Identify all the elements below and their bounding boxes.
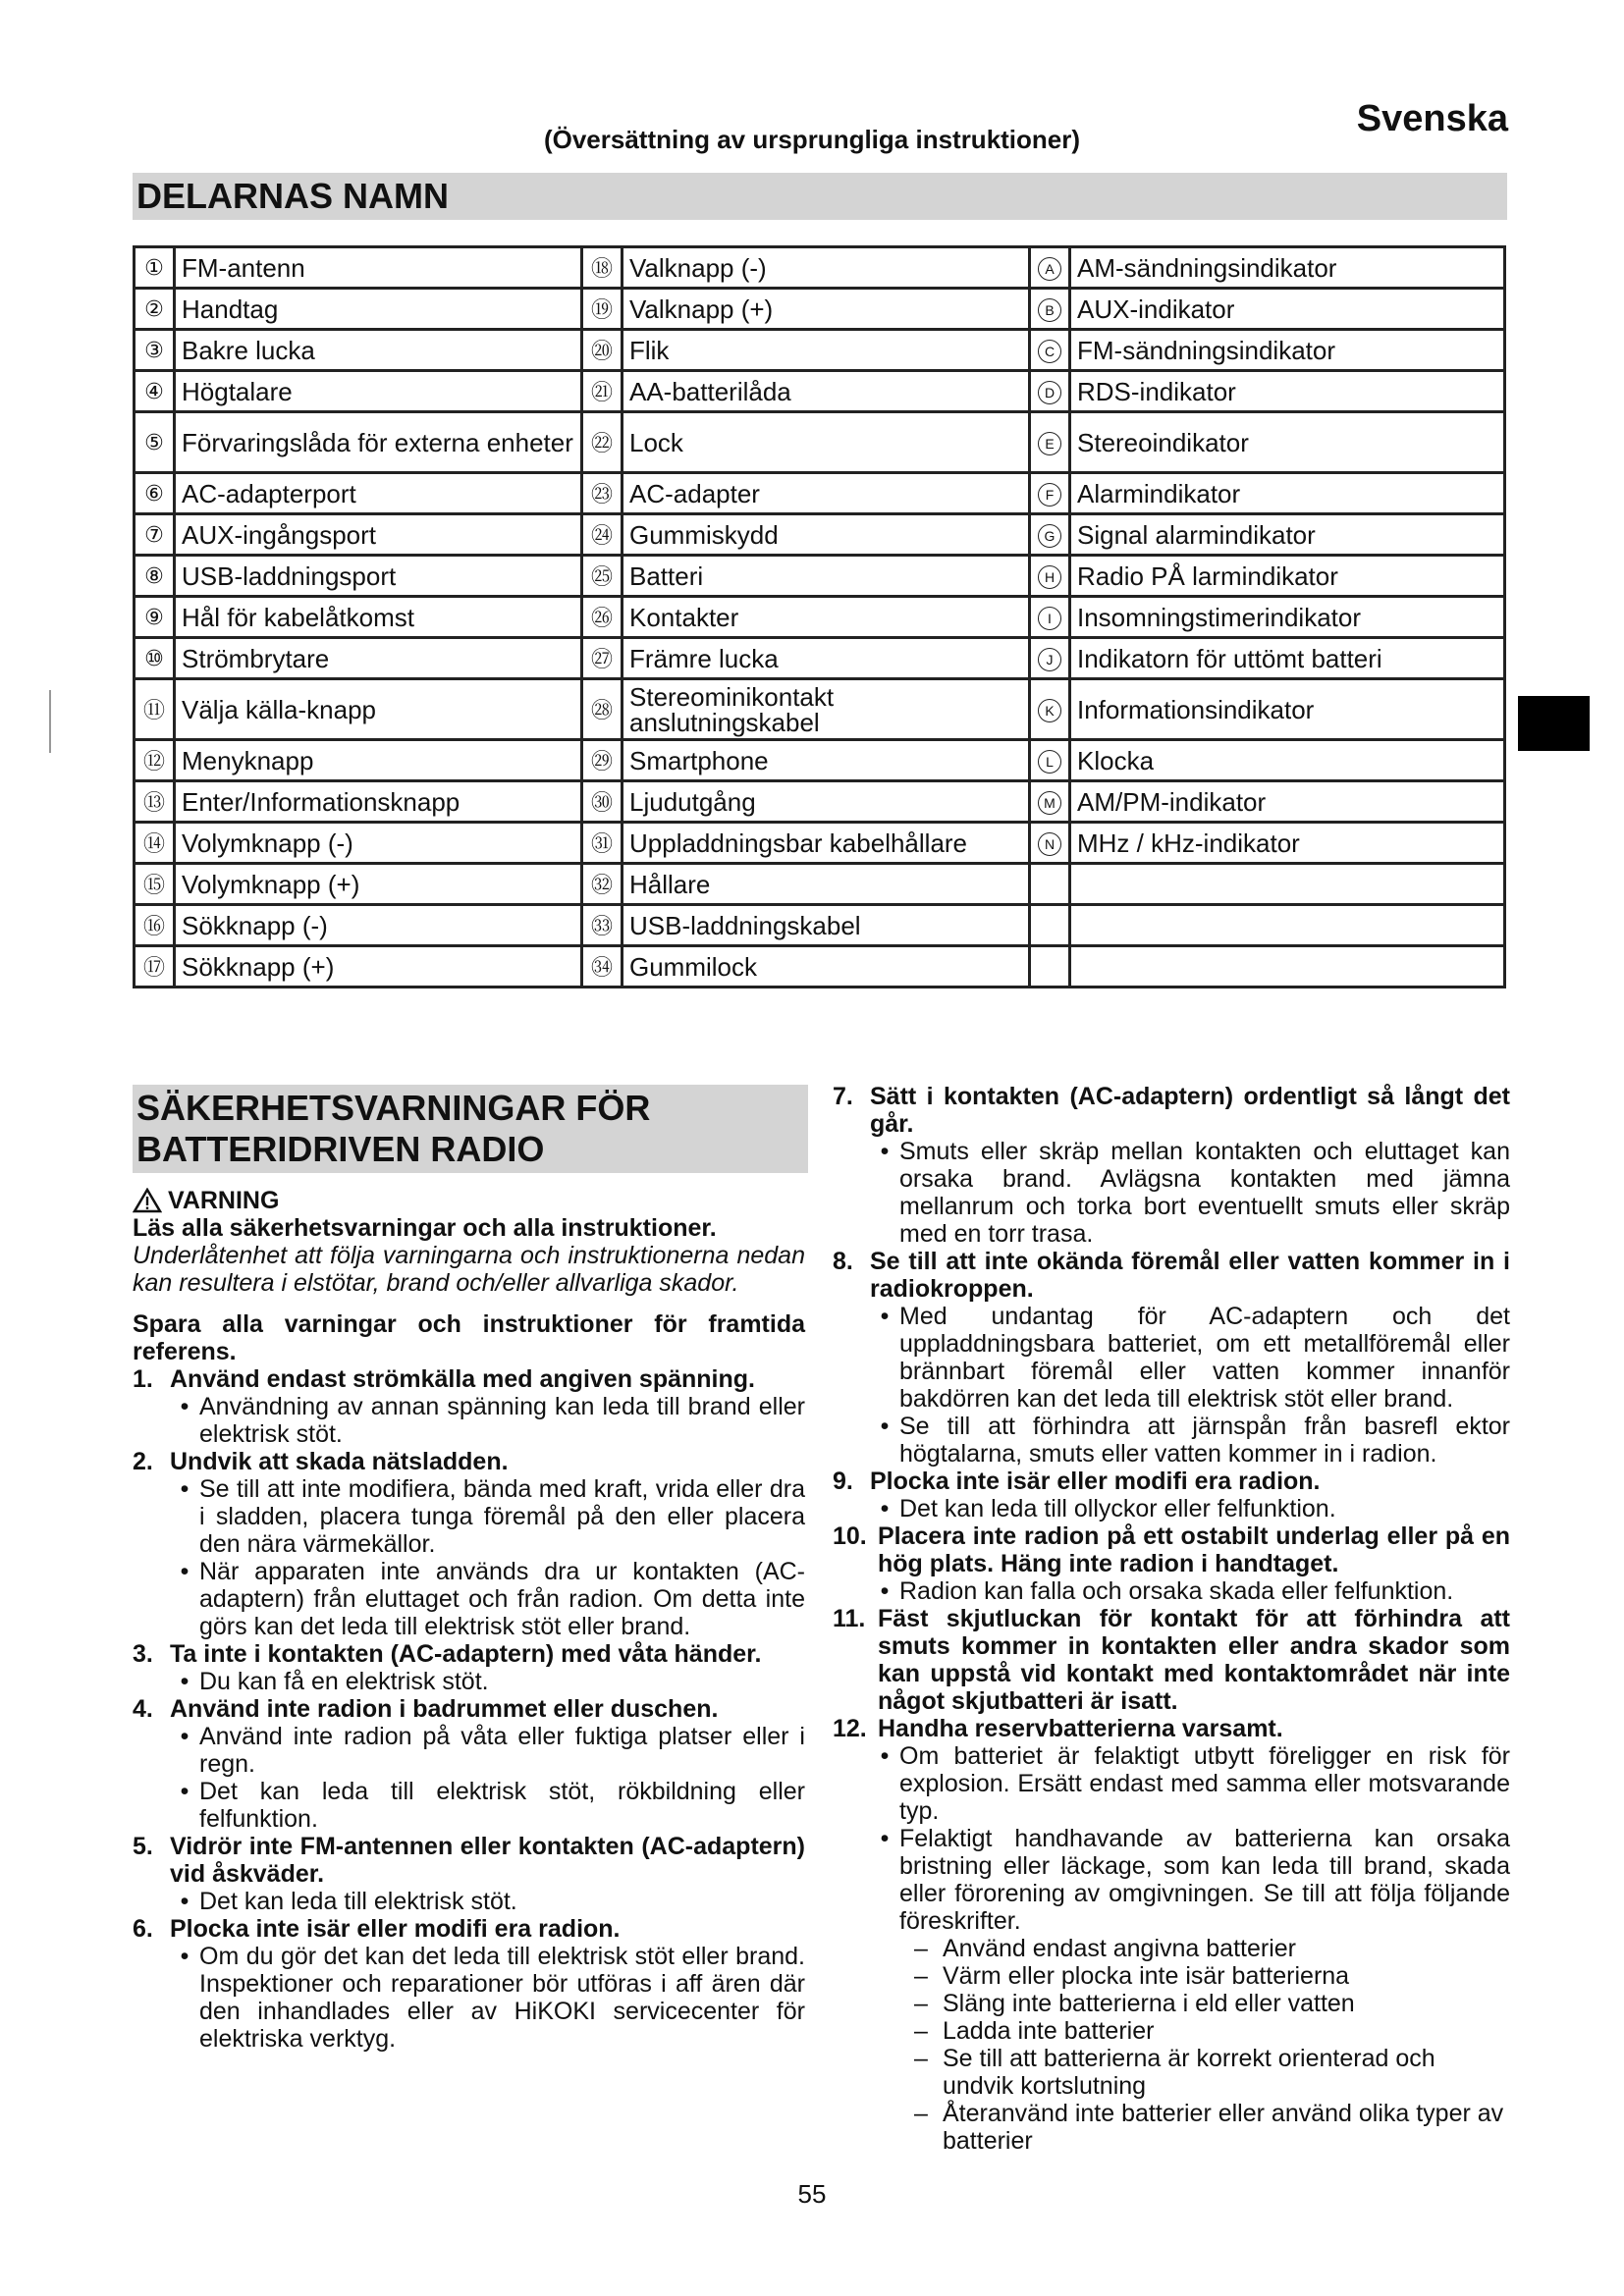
safety-bullet: • Det kan leda till elektrisk stöt, rökbildning eller felfunktion. (180, 1778, 805, 1833)
part-name: Smartphone (623, 740, 1030, 781)
part-name: Menyknapp (175, 740, 582, 781)
safety-item-title (833, 1522, 1510, 1577)
indicator-letter: E (1038, 432, 1061, 455)
part-name: Stereominikontakt anslutningskabel (623, 679, 1030, 740)
safety-item (833, 1522, 1510, 1605)
safety-item (833, 1468, 1510, 1522)
part-number: ⑤ (135, 412, 175, 473)
part-number: ㉘ (582, 679, 623, 740)
safety-item-title (133, 1448, 805, 1475)
part-name: Sökknapp (-) (175, 905, 582, 946)
safety-item-heading: Vidrör inte FM-antennen eller kontakten (AC-adaptern) vid åskväder. (170, 1833, 805, 1888)
part-name: USB-laddningsport (175, 556, 582, 597)
part-number: ㉒ (582, 412, 623, 473)
part-name: Välja källa-knapp (175, 679, 582, 740)
part-name: Högtalare (175, 371, 582, 412)
warning-label: VARNING (168, 1187, 280, 1214)
parts-table-row (135, 371, 1505, 412)
safety-item (833, 1605, 1510, 1715)
precaution-text: Värm eller plocka inte isär batterierna (943, 1962, 1350, 1990)
indicator-letter-cell (1030, 905, 1070, 946)
safety-item-number: 3. (133, 1640, 153, 1668)
indicator-letter: K (1038, 699, 1061, 722)
safety-item (833, 1715, 1510, 1935)
safety-title-line2: BATTERIDRIVEN RADIO (136, 1129, 545, 1169)
indicator-letter-cell (1030, 247, 1070, 289)
safety-item-heading: Se till att inte okända föremål eller vatten kommer in i radiokroppen. (870, 1248, 1510, 1303)
safety-bullet: • När apparaten inte används dra ur kontakten (AC-adaptern) från eluttaget och från radion. Om detta inte görs kan det leda till elektrisk stöt eller brand. (180, 1558, 805, 1640)
part-number: ⑳ (582, 330, 623, 371)
part-name: Sökknapp (+) (175, 946, 582, 988)
precaution-item: – Släng inte batterierna i eld eller vatten (833, 1990, 1510, 2017)
precaution-item: – Se till att batterierna är korrekt orienterad och undvik kortslutning (833, 2045, 1510, 2100)
part-name: Volymknapp (-) (175, 823, 582, 864)
part-name: Enter/Informationsknapp (175, 781, 582, 823)
part-number: ㉛ (582, 823, 623, 864)
indicator-name: Klocka (1070, 740, 1505, 781)
safety-item-title (833, 1083, 1510, 1138)
parts-table-row (135, 247, 1505, 289)
indicator-letter: M (1038, 791, 1061, 815)
safety-bullet-text: Radion kan falla och orsaka skada eller felfunktion. (899, 1577, 1454, 1605)
safety-bullet: • Användning av annan spänning kan leda till brand eller elektrisk stöt. (180, 1393, 805, 1448)
precaution-item: – Återanvänd inte batterier eller använd olika typer av batterier (833, 2100, 1510, 2155)
parts-table-row (135, 597, 1505, 638)
part-name: Uppladdningsbar kabelhållare (623, 823, 1030, 864)
safety-item-heading: Använd inte radion i badrummet eller duschen. (170, 1695, 719, 1723)
chapter-tab-marker (1518, 696, 1590, 751)
indicator-name: Signal alarmindikator (1070, 514, 1505, 556)
safety-item (133, 1365, 805, 1448)
safety-bullet-text: Det kan leda till elektrisk stöt, rökbildning eller felfunktion. (199, 1778, 805, 1833)
indicator-letter-cell (1030, 946, 1070, 988)
safety-bullet: • Om batteriet är felaktigt utbytt föreligger en risk för explosion. Ersätt endast med samma eller motsvarande typ. (880, 1742, 1510, 1825)
safety-item-number: 12. (833, 1715, 867, 1742)
safety-bullet-text: Se till att förhindra att järnspån från basrefl ektor högtalarna, smuts eller vatten kommer in i radion. (899, 1413, 1510, 1468)
margin-line (49, 690, 51, 753)
indicator-name: RDS-indikator (1070, 371, 1505, 412)
safety-item-title (833, 1605, 1510, 1715)
translation-subtitle: (Översättning av ursprungliga instruktioner) (543, 125, 1081, 154)
part-name: Ljudutgång (623, 781, 1030, 823)
safety-item-heading: Ta inte i kontakten (AC-adaptern) med våta händer. (170, 1640, 762, 1668)
part-number: ⑲ (582, 289, 623, 330)
part-number: ⑯ (135, 905, 175, 946)
indicator-name: Stereoindikator (1070, 412, 1505, 473)
safety-bullet: • Det kan leda till ollyckor eller felfunktion. (833, 1495, 1510, 1522)
parts-table-row (135, 679, 1505, 740)
parts-table-row (135, 412, 1505, 473)
indicator-letter-cell (1030, 371, 1070, 412)
indicator-letter-cell (1030, 289, 1070, 330)
part-name: Kontakter (623, 597, 1030, 638)
safety-item-number: 10. (833, 1522, 867, 1550)
parts-table (133, 245, 1506, 988)
warning-heading (133, 1187, 805, 1214)
part-name: Volymknapp (+) (175, 864, 582, 905)
part-name: Bakre lucka (175, 330, 582, 371)
parts-table-row (135, 330, 1505, 371)
parts-table-row (135, 864, 1505, 905)
safety-bullet-text: När apparaten inte används dra ur kontakten (AC-adaptern) från eluttaget och från radion. Om detta inte görs kan det leda till elektrisk stöt eller brand. (199, 1558, 805, 1640)
safety-item-number: 4. (133, 1695, 153, 1723)
parts-section-title: DELARNAS NAMN (133, 173, 1507, 220)
safety-bullet: • Se till att inte modifiera, bända med kraft, vrida eller dra i sladden, placera tunga föremål på den eller placera den nära värmekällor. (180, 1475, 805, 1558)
safety-item-number: 1. (133, 1365, 153, 1393)
precaution-text: Använd endast angivna batterier (943, 1935, 1296, 1962)
safety-item (833, 1083, 1510, 1248)
safety-item (833, 1248, 1510, 1468)
safety-items-right (833, 1083, 1510, 1935)
part-number: ⑦ (135, 514, 175, 556)
indicator-letter: A (1038, 257, 1061, 281)
part-number: ㉜ (582, 864, 623, 905)
indicator-name (1070, 864, 1505, 905)
part-name: Förvaringslåda för externa enheter (175, 412, 582, 473)
part-number: ㉞ (582, 946, 623, 988)
indicator-letter: J (1038, 648, 1061, 671)
part-name: Strömbrytare (175, 638, 582, 679)
part-number: ④ (135, 371, 175, 412)
part-name: Valknapp (-) (623, 247, 1030, 289)
safety-bullet: • Smuts eller skräp mellan kontakten och eluttaget kan orsaka brand. Avlägsna kontakten med jämna mellanrum och torka bort eventuellt smuts eller skräp med en torr trasa. (880, 1138, 1510, 1248)
safety-item (133, 1695, 805, 1833)
safety-items-left (133, 1365, 805, 2053)
safety-item-number: 9. (833, 1468, 853, 1495)
failure-warning-text: Underlåtenhet att följa varningarna och instruktionerna nedan kan resultera i elstötar, brand och/eller allvarliga skador. (133, 1242, 805, 1297)
precaution-item: – Ladda inte batterier (833, 2017, 1510, 2045)
safety-bullet: • Med undantag för AC-adaptern och det uppladdningsbara batteriet, om ett metallföremål eller brännbart föremål eller vatten kommer innanför bakdörren kan det leda till elektrisk stöt eller brand. (880, 1303, 1510, 1413)
part-name: Handtag (175, 289, 582, 330)
part-name: Hållare (623, 864, 1030, 905)
part-number: ⑪ (135, 679, 175, 740)
part-number: ⑨ (135, 597, 175, 638)
precaution-text: Återanvänd inte batterier eller använd olika typer av batterier (943, 2100, 1504, 2155)
indicator-name: MHz / kHz-indikator (1070, 823, 1505, 864)
parts-table-row (135, 781, 1505, 823)
indicator-name: FM-sändningsindikator (1070, 330, 1505, 371)
language-heading: Svenska (1356, 98, 1508, 139)
part-name: AC-adapter (623, 473, 1030, 514)
indicator-letter: L (1038, 750, 1061, 774)
part-number: ⑰ (135, 946, 175, 988)
safety-section-title (133, 1085, 808, 1173)
parts-table-row (135, 946, 1505, 988)
safety-item-title (833, 1468, 1510, 1495)
parts-table-row (135, 638, 1505, 679)
indicator-letter: G (1038, 524, 1061, 548)
indicator-name: Radio PÅ larmindikator (1070, 556, 1505, 597)
parts-table-row (135, 823, 1505, 864)
indicator-name (1070, 946, 1505, 988)
safety-bullet-text: Om batteriet är felaktigt utbytt föreligger en risk för explosion. Ersätt endast med samma eller motsvarande typ. (899, 1742, 1510, 1825)
indicator-letter-cell (1030, 864, 1070, 905)
indicator-letter-cell (1030, 514, 1070, 556)
part-number: ㉝ (582, 905, 623, 946)
safety-item-heading: Undvik att skada nätsladden. (170, 1448, 509, 1475)
part-name: AA-batterilåda (623, 371, 1030, 412)
precaution-text: Släng inte batterierna i eld eller vatten (943, 1990, 1355, 2017)
safety-item-number: 5. (133, 1833, 153, 1860)
safety-item (133, 1915, 805, 2053)
part-number: ㉚ (582, 781, 623, 823)
indicator-letter: D (1038, 381, 1061, 404)
safety-item-title (833, 1715, 1510, 1742)
safety-left-column (133, 1085, 805, 2053)
parts-table-row (135, 473, 1505, 514)
safety-item-number: 11. (833, 1605, 866, 1632)
part-number: ㉕ (582, 556, 623, 597)
indicator-name: AM/PM-indikator (1070, 781, 1505, 823)
part-name: USB-laddningskabel (623, 905, 1030, 946)
safety-bullet: • Se till att förhindra att järnspån från basrefl ektor högtalarna, smuts eller vatten kommer in i radion. (880, 1413, 1510, 1468)
indicator-letter-cell (1030, 823, 1070, 864)
indicator-name: Indikatorn för uttömt batteri (1070, 638, 1505, 679)
safety-item-heading: Handha reservbatterierna varsamt. (878, 1715, 1283, 1742)
page-number: 55 (797, 2179, 827, 2209)
indicator-letter-cell (1030, 679, 1070, 740)
part-number: ① (135, 247, 175, 289)
safety-bullet: • Använd inte radion på våta eller fuktiga platser eller i regn. (180, 1723, 805, 1778)
save-instructions-text: Spara alla varningar och instruktioner för framtida referens. (133, 1310, 805, 1365)
safety-item-number: 6. (133, 1915, 153, 1943)
precaution-item: – Använd endast angivna batterier (833, 1935, 1510, 1962)
indicator-name: AUX-indikator (1070, 289, 1505, 330)
parts-table-row (135, 289, 1505, 330)
part-name: AC-adapterport (175, 473, 582, 514)
safety-bullet-text: Användning av annan spänning kan leda till brand eller elektrisk stöt. (199, 1393, 805, 1448)
safety-bullet-text: Med undantag för AC-adaptern och det uppladdningsbara batteriet, om ett metallföremål eller brännbart föremål eller vatten kommer innanför bakdörren kan det leda till elektrisk stöt eller brand. (899, 1303, 1510, 1413)
part-name: FM-antenn (175, 247, 582, 289)
indicator-letter-cell (1030, 473, 1070, 514)
safety-item-heading: Sätt i kontakten (AC-adaptern) ordentligt så långt det går. (870, 1083, 1510, 1138)
safety-item-number: 8. (833, 1248, 853, 1275)
safety-item-title (133, 1915, 805, 1943)
part-name: AUX-ingångsport (175, 514, 582, 556)
part-number: ⑬ (135, 781, 175, 823)
safety-bullet: • Om du gör det kan det leda till elektrisk stöt eller brand. Inspektioner och reparationer bör utföras i aff ären där den inhandlades eller av HiKOKI servicecenter för elektriska verktyg. (180, 1943, 805, 2053)
indicator-letter: F (1038, 483, 1061, 507)
safety-item-heading: Använd endast strömkälla med angiven spänning. (170, 1365, 755, 1393)
safety-bullet-text: Smuts eller skräp mellan kontakten och eluttaget kan orsaka brand. Avlägsna kontakten med jämna mellanrum och torka bort eventuellt smuts eller skräp med en torr trasa. (899, 1138, 1510, 1248)
safety-bullet-text: Om du gör det kan det leda till elektrisk stöt eller brand. Inspektioner och reparationer bör utföras i aff ären där den inhandlades eller av HiKOKI servicecenter för elektriska verktyg. (199, 1943, 805, 2053)
part-number: ㉗ (582, 638, 623, 679)
safety-item-heading: Placera inte radion på ett ostabilt underlag eller på en hög plats. Häng inte radion i handtaget. (878, 1522, 1510, 1577)
safety-bullet-text: Använd inte radion på våta eller fuktiga platser eller i regn. (199, 1723, 805, 1778)
safety-item-heading: Fäst skjutluckan för kontakt för att förhindra att smuts kommer in kontakten eller andra skador som kan uppstå vid kontakt med kontaktområdet när inte något skjutbatteri är isatt. (878, 1605, 1510, 1715)
indicator-letter-cell (1030, 556, 1070, 597)
safety-item-title (833, 1248, 1510, 1303)
part-number: ㉓ (582, 473, 623, 514)
part-name: Flik (623, 330, 1030, 371)
part-number: ㉙ (582, 740, 623, 781)
part-number: ⑱ (582, 247, 623, 289)
safety-item-heading: Plocka inte isär eller modifi era radion. (870, 1468, 1321, 1495)
indicator-name: AM-sändningsindikator (1070, 247, 1505, 289)
safety-item (133, 1833, 805, 1915)
safety-item-number: 2. (133, 1448, 153, 1475)
part-name: Hål för kabelåtkomst (175, 597, 582, 638)
part-number: ⑫ (135, 740, 175, 781)
read-all-instructions: Läs alla säkerhetsvarningar och alla instruktioner. (133, 1214, 717, 1242)
precaution-text: Se till att batterierna är korrekt orienterad och undvik kortslutning (943, 2045, 1435, 2100)
indicator-letter-cell (1030, 740, 1070, 781)
parts-table-row (135, 556, 1505, 597)
safety-bullet-text: Se till att inte modifiera, bända med kraft, vrida eller dra i sladden, placera tunga föremål på den eller placera den nära värmekällor. (199, 1475, 805, 1558)
part-number: ⑧ (135, 556, 175, 597)
indicator-letter-cell (1030, 597, 1070, 638)
safety-bullet: • Radion kan falla och orsaka skada eller felfunktion. (833, 1577, 1510, 1605)
safety-item-title (133, 1640, 805, 1668)
indicator-letter: B (1038, 298, 1061, 322)
indicator-letter-cell (1030, 330, 1070, 371)
safety-bullet-text: Det kan leda till ollyckor eller felfunktion. (899, 1495, 1336, 1522)
part-name: Gummiskydd (623, 514, 1030, 556)
safety-bullet-text: Det kan leda till elektrisk stöt. (199, 1888, 517, 1915)
indicator-letter: H (1038, 565, 1061, 589)
part-name: Lock (623, 412, 1030, 473)
precaution-text: Ladda inte batterier (943, 2017, 1155, 2045)
battery-precautions-list (833, 1935, 1510, 2155)
safety-title-line1: SÄKERHETSVARNINGAR FÖR (136, 1088, 651, 1128)
part-number: ⑭ (135, 823, 175, 864)
indicator-name (1070, 905, 1505, 946)
indicator-letter-cell (1030, 638, 1070, 679)
precaution-item: – Värm eller plocka inte isär batterierna (833, 1962, 1510, 1990)
indicator-letter: N (1038, 832, 1061, 856)
safety-item-title (133, 1695, 805, 1723)
parts-table-row (135, 514, 1505, 556)
part-number: ② (135, 289, 175, 330)
warning-triangle-icon (133, 1188, 162, 1213)
safety-right-column (833, 1083, 1510, 2155)
safety-item-title (133, 1365, 805, 1393)
indicator-letter-cell (1030, 781, 1070, 823)
part-name: Valknapp (+) (623, 289, 1030, 330)
part-name: Gummilock (623, 946, 1030, 988)
indicator-name: Insomningstimerindikator (1070, 597, 1505, 638)
safety-item-heading: Plocka inte isär eller modifi era radion. (170, 1915, 621, 1943)
parts-table-row (135, 740, 1505, 781)
safety-bullet: • Du kan få en elektrisk stöt. (133, 1668, 805, 1695)
indicator-name: Informationsindikator (1070, 679, 1505, 740)
part-number: ③ (135, 330, 175, 371)
part-number: ㉑ (582, 371, 623, 412)
part-number: ⑮ (135, 864, 175, 905)
parts-table-row (135, 905, 1505, 946)
safety-bullet-text: Du kan få en elektrisk stöt. (199, 1668, 489, 1695)
safety-bullet: • Felaktigt handhavande av batterierna kan orsaka bristning eller läckage, som kan leda till brand, skada eller förorening av omgivningen. Se till att följa följande föreskrifter. (880, 1825, 1510, 1935)
safety-bullet-text: Felaktigt handhavande av batterierna kan orsaka bristning eller läckage, som kan leda till brand, skada eller förorening av omgivningen. Se till att följa följande föreskrifter. (899, 1825, 1510, 1935)
indicator-name: Alarmindikator (1070, 473, 1505, 514)
part-number: ⑩ (135, 638, 175, 679)
safety-item (133, 1640, 805, 1695)
safety-bullet: • Det kan leda till elektrisk stöt. (133, 1888, 805, 1915)
indicator-letter: I (1038, 607, 1061, 630)
part-number: ㉔ (582, 514, 623, 556)
part-number: ⑥ (135, 473, 175, 514)
part-name: Främre lucka (623, 638, 1030, 679)
safety-item-title (133, 1833, 805, 1888)
indicator-letter-cell (1030, 412, 1070, 473)
part-number: ㉖ (582, 597, 623, 638)
indicator-letter: C (1038, 340, 1061, 363)
safety-item-number: 7. (833, 1083, 853, 1110)
safety-item (133, 1448, 805, 1640)
part-name: Batteri (623, 556, 1030, 597)
